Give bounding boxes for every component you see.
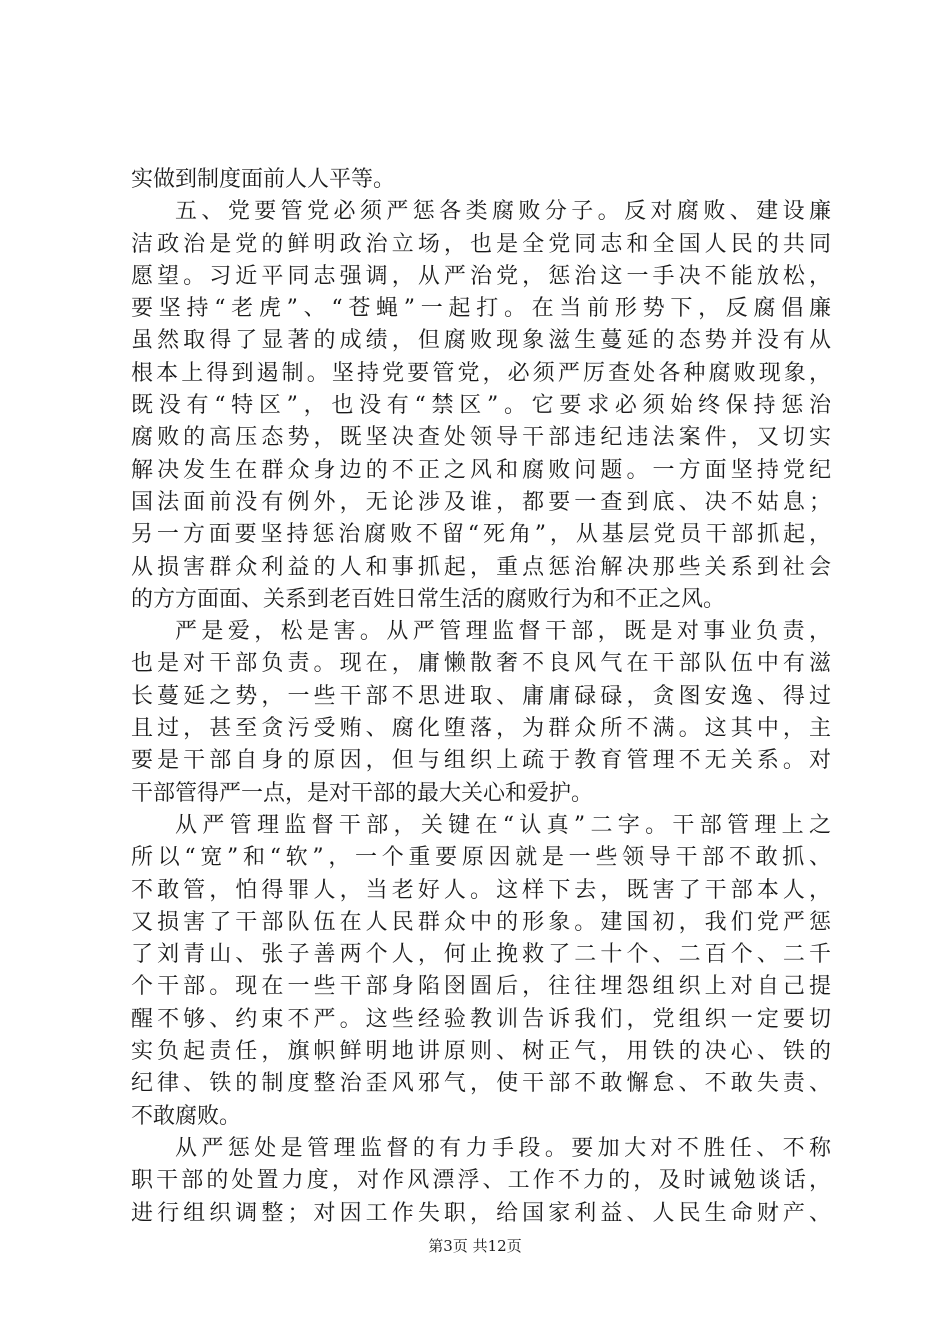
text-line: 的方方面面、关系到老百姓日常生活的腐败行为和不正之风。 <box>131 586 726 612</box>
text-line: 根本上得到遏制。坚持党要管党，必须严厉查处各种腐败现象， <box>131 360 831 386</box>
page-number: 第3页 共12页 <box>428 1237 522 1255</box>
text-line: 既没有“特区”，也没有“禁区”。它要求必须始终保持惩治 <box>131 393 831 419</box>
text-line: 进行组织调整；对因工作失职，给国家利益、人民生命财产、 <box>131 1200 831 1226</box>
text-line: 干部管得严一点，是对干部的最大关心和爱护。 <box>131 780 594 806</box>
text-line: 了刘青山、张子善两个人，何止挽救了二十个、二百个、二千 <box>131 942 831 968</box>
text-line: 不敢腐败。 <box>131 1103 242 1129</box>
text-line: 职干部的处置力度，对作风漂浮、工作不力的，及时诫勉谈话， <box>131 1168 831 1194</box>
text-line: 醒不够、约束不严。这些经验教训告诉我们，党组织一定要切 <box>131 1006 831 1032</box>
text-line: 实做到制度面前人人平等。 <box>131 167 396 192</box>
text-line: 也是对干部负责。现在，庸懒散奢不良风气在干部队伍中有滋 <box>131 651 831 677</box>
text-line: 要是干部自身的原因，但与组织上疏于教育管理不无关系。对 <box>131 748 831 774</box>
text-line: 又损害了干部队伍在人民群众中的形象。建国初，我们党严惩 <box>131 909 831 935</box>
text-line: 另一方面要坚持惩治腐败不留“死角”，从基层党员干部抓起， <box>131 522 831 548</box>
document-body <box>131 164 831 1230</box>
text-line: 个干部。现在一些干部身陷囹圄后，往往埋怨组织上对自己提 <box>131 974 831 1000</box>
text-line: 长蔓延之势，一些干部不思进取、庸庸碌碌，贪图安逸、得过 <box>131 683 831 709</box>
text-line: 五、党要管党必须严惩各类腐败分子。反对腐败、建设廉 <box>175 199 831 225</box>
text-line: 虽然取得了显著的成绩，但腐败现象滋生蔓延的态势并没有从 <box>131 328 831 354</box>
text-line: 从严管理监督干部，关键在“认真”二字。干部管理上之 <box>175 812 831 838</box>
text-line: 解决发生在群众身边的不正之风和腐败问题。一方面坚持党纪 <box>131 457 831 483</box>
text-line: 纪律、铁的制度整治歪风邪气，使干部不敢懈怠、不敢失责、 <box>131 1071 831 1097</box>
text-line: 实负起责任，旗帜鲜明地讲原则、树正气，用铁的决心、铁的 <box>131 1039 831 1065</box>
text-line: 从损害群众利益的人和事抓起，重点惩治解决那些关系到社会 <box>131 554 831 580</box>
text-line: 且过，甚至贪污受贿、腐化堕落，为群众所不满。这其中，主 <box>131 716 831 742</box>
text-line: 严是爱，松是害。从严管理监督干部，既是对事业负责， <box>175 619 831 645</box>
text-line: 腐败的高压态势，既坚决查处领导干部违纪违法案件，又切实 <box>131 425 831 451</box>
text-line: 洁政治是党的鲜明政治立场，也是全党同志和全国人民的共同 <box>131 231 831 257</box>
text-line: 要坚持“老虎”、“苍蝇”一起打。在当前形势下，反腐倡廉 <box>131 296 831 322</box>
text-line: 不敢管，怕得罪人，当老好人。这样下去，既害了干部本人， <box>131 877 831 903</box>
text-line: 所以“宽”和“软”，一个重要原因就是一些领导干部不敢抓、 <box>131 845 831 871</box>
text-line: 从严惩处是管理监督的有力手段。要加大对不胜任、不称 <box>175 1135 831 1161</box>
text-line: 愿望。习近平同志强调，从严治党，惩治这一手决不能放松， <box>131 263 831 289</box>
text-line: 国法面前没有例外，无论涉及谁，都要一查到底、决不姑息； <box>131 489 831 515</box>
